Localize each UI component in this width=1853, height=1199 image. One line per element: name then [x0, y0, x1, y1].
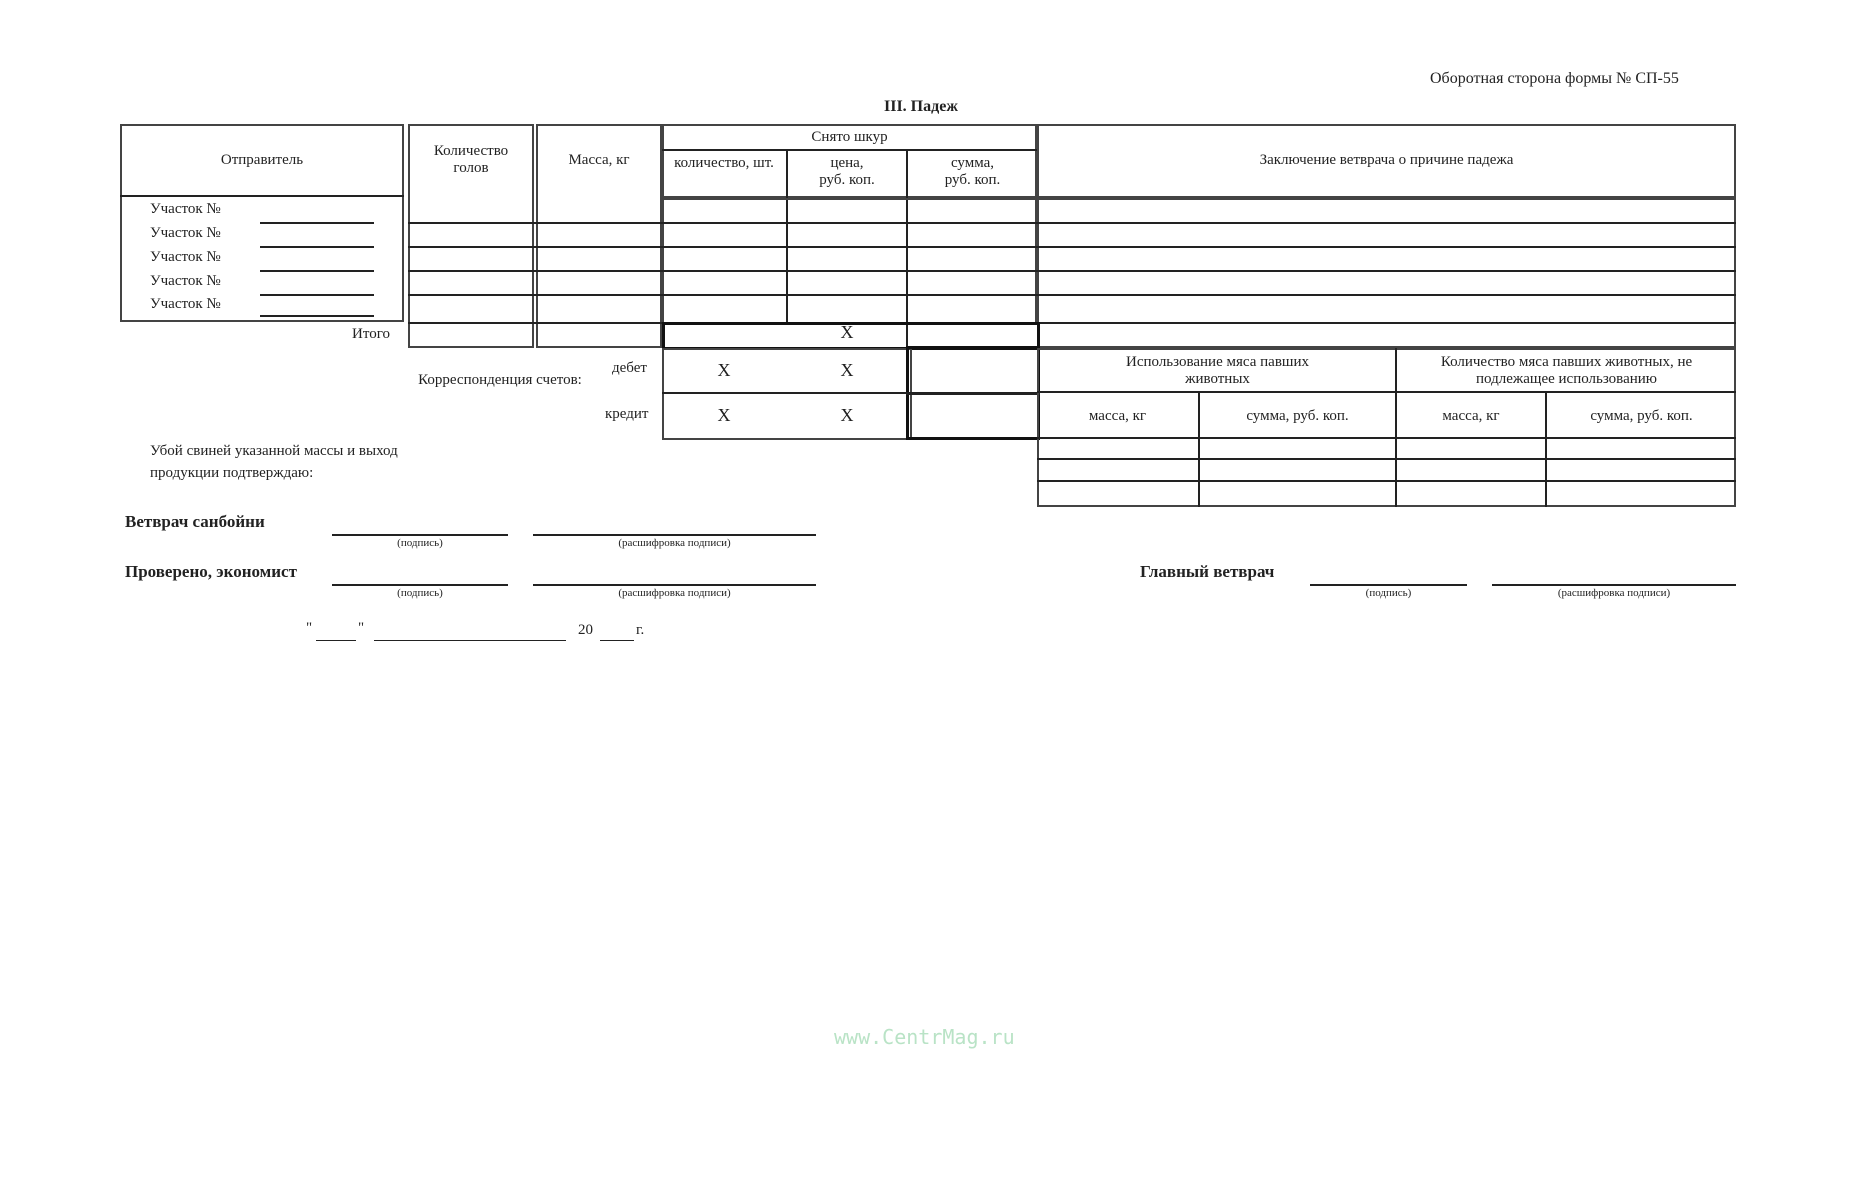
vet-slaughter-label: Ветврач санбойни	[125, 512, 265, 531]
date-day-blank	[316, 640, 356, 641]
total-label: Итого	[352, 326, 390, 342]
date-month-blank	[374, 640, 566, 641]
vet-signature-caption: (подпись)	[397, 537, 443, 549]
economist-signature-caption: (подпись)	[397, 587, 443, 599]
vet-decipher-caption: (расшифровка подписи)	[618, 537, 731, 549]
date-quote-open: "	[306, 620, 313, 636]
plot-number-blank	[260, 246, 374, 248]
economist-decipher-line	[533, 584, 816, 586]
plot-row-label: Участок №	[150, 249, 221, 265]
plot-row-label: Участок №	[150, 273, 221, 289]
correspondence-label: Корреспонденция счетов:	[418, 372, 582, 388]
skins-sum-header: сумма, руб. коп.	[944, 155, 1001, 188]
economist-label: Проверено, экономист	[125, 562, 297, 581]
debit-qty-x: X	[717, 360, 731, 380]
debit-price-x: X	[840, 360, 854, 380]
not-used-sum-header: сумма, руб. коп.	[1590, 408, 1693, 424]
section-title: III. Падеж	[884, 98, 958, 115]
date-year-blank	[600, 640, 634, 641]
watermark: www.CentrMag.ru	[834, 1025, 1015, 1049]
chief-vet-label: Главный ветврач	[1140, 562, 1275, 581]
credit-label: кредит	[605, 406, 649, 422]
chief-vet-decipher-caption: (расшифровка подписи)	[1557, 587, 1671, 599]
credit-price-x: X	[840, 405, 854, 425]
chief-vet-signature-caption: (подпись)	[1365, 587, 1412, 599]
plot-number-blank	[260, 222, 374, 224]
mass-header: Масса, кг	[568, 152, 630, 168]
vet-signature-line	[332, 534, 508, 536]
skins-header: Снято шкур	[811, 129, 888, 145]
plot-number-blank	[260, 294, 374, 296]
plot-number-blank	[260, 315, 374, 317]
vet-decipher-line	[533, 534, 816, 536]
heads-header: Количество голов	[433, 143, 509, 176]
conclusion-header: Заключение ветврача о причине падежа	[1259, 152, 1514, 168]
plot-number-blank	[260, 270, 374, 272]
chief-vet-decipher-line	[1492, 584, 1736, 586]
date-quote-close: "	[358, 620, 365, 636]
usage-header: Использование мяса павших животных	[1126, 354, 1309, 387]
skins-qty-header: количество, шт.	[674, 155, 774, 171]
plot-row-label: Участок №	[150, 225, 221, 241]
credit-qty-x: X	[717, 405, 731, 425]
form-caption: Оборотная сторона формы № СП-55	[1430, 70, 1679, 87]
date-year-prefix: 20	[578, 622, 593, 638]
not-used-mass-header: масса, кг	[1442, 408, 1500, 424]
confirmation-text: Убой свиней указанной массы и выход продукции подтверждаю:	[150, 443, 398, 481]
sender-header: Отправитель	[220, 152, 304, 168]
chief-vet-signature-line	[1310, 584, 1467, 586]
usage-sum-header: сумма, руб. коп.	[1246, 408, 1349, 424]
skins-price-header: цена, руб. коп.	[819, 155, 875, 188]
debit-label: дебет	[612, 360, 647, 376]
total-price-x: X	[840, 322, 854, 342]
conclusion-body	[1037, 198, 1736, 348]
usage-mass-header: масса, кг	[1088, 408, 1147, 424]
date-year-suffix: г.	[636, 622, 645, 638]
economist-signature-line	[332, 584, 508, 586]
plot-row-label: Участок №	[150, 201, 221, 217]
economist-decipher-caption: (расшифровка подписи)	[618, 587, 731, 599]
plot-row-label: Участок №	[150, 296, 221, 312]
skins-body	[662, 198, 1037, 324]
not-used-header: Количество мяса павших животных, не подлежащее использованию	[1440, 354, 1693, 387]
